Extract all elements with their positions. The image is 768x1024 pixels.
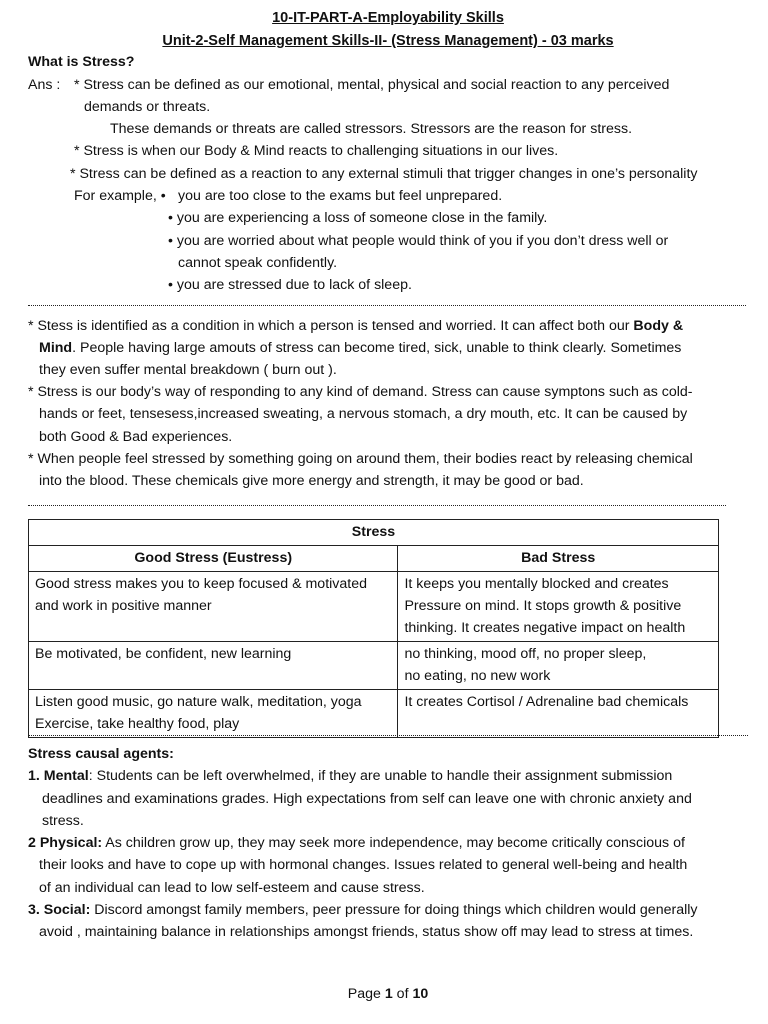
column-header-good: Good Stress (Eustress) [29, 546, 398, 572]
paragraph-1b: Mind. People having large amouts of stress can become tired, sick, unable to think clearly. Sometimes [39, 340, 682, 356]
stress-table [28, 519, 719, 738]
table-title: Stress [29, 520, 719, 546]
paragraph-3a: * When people feel stressed by something going on around them, their bodies react by releasing chemical [28, 451, 693, 467]
page-footer: Page 1 of 10 [347, 986, 429, 1002]
social-cause-a: 3. Social: Discord amongst family members, peer pressure for doing things which children would generally [28, 902, 698, 918]
paragraph-1a: * Stess is identified as a condition in which a person is tensed and worried. It can affect both our Body & [28, 318, 684, 334]
cell-good: Listen good music, go nature walk, meditation, yoga Exercise, take healthy food, play [29, 690, 398, 738]
example-item: • you are stressed due to lack of sleep. [168, 277, 412, 293]
doc-title: 10-IT-PART-A-Employability Skills [272, 10, 504, 26]
example-item: • you are worried about what people would think of you if you don’t dress well or [168, 233, 669, 249]
cell-good: Good stress makes you to keep focused & motivated and work in positive manner [29, 572, 398, 642]
document-page [28, 0, 748, 1024]
example-label: For example, • [74, 188, 166, 204]
doc-subtitle: Unit-2-Self Management Skills-II- (Stress Management) - 03 marks [162, 33, 614, 49]
definition-3: * Stress can be defined as a reaction to any external stimuli that trigger changes in one’s personality [70, 166, 698, 182]
paragraph-2b: hands or feet, tensesess,increased sweating, a nervous stomach, a dry mouth, etc. It can be caused by [39, 406, 688, 422]
mental-cause-b: deadlines and examinations grades. High expectations from self can leave one with chronic anxiety and [42, 791, 692, 807]
dotted-divider [28, 735, 748, 736]
paragraph-3b: into the blood. These chemicals give more energy and strength, it may be good or bad. [39, 473, 584, 489]
definition-2: * Stress is when our Body & Mind reacts to challenging situations in our lives. [74, 143, 559, 159]
paragraph-1c: they even suffer mental breakdown ( burn out ). [39, 362, 337, 378]
dotted-divider [28, 305, 746, 306]
physical-cause-b: their looks and have to cope up with hormonal changes. Issues related to general well-being and health [39, 857, 688, 873]
column-header-bad: Bad Stress [398, 546, 719, 572]
mental-cause-a: 1. Mental: Students can be left overwhelmed, if they are unable to handle their assignment submission [28, 768, 673, 784]
table-row [29, 690, 719, 738]
example-item: you are too close to the exams but feel unprepared. [178, 188, 503, 204]
cell-good: Be motivated, be confident, new learning [29, 642, 398, 690]
table-row [29, 572, 719, 642]
mental-cause-c: stress. [42, 813, 84, 829]
paragraph-2c: both Good & Bad experiences. [39, 429, 233, 445]
physical-cause-c: of an individual can lead to low self-esteem and cause stress. [39, 880, 425, 896]
definition-1c: These demands or threats are called stressors. Stressors are the reason for stress. [110, 121, 633, 137]
question-heading: What is Stress? [28, 54, 135, 70]
causal-agents-heading: Stress causal agents: [28, 746, 174, 762]
cell-bad: no thinking, mood off, no proper sleep, no eating, no new work [398, 642, 719, 690]
definition-1a: * Stress can be defined as our emotional, mental, physical and social reaction to any perceived [74, 77, 670, 93]
table-row [29, 642, 719, 690]
paragraph-2a: * Stress is our body’s way of responding to any kind of demand. Stress can cause symptons such as cold- [28, 384, 693, 400]
example-item: cannot speak confidently. [178, 255, 338, 271]
example-item: • you are experiencing a loss of someone close in the family. [168, 210, 548, 226]
physical-cause-a: 2 Physical: As children grow up, they may seek more independence, may become critically conscious of [28, 835, 685, 851]
dotted-divider [28, 505, 726, 506]
cell-bad: It keeps you mentally blocked and creates Pressure on mind. It stops growth & positive thinking. It creates negative impact on health [398, 572, 719, 642]
social-cause-b: avoid , maintaining balance in relationships amongst friends, status show off may lead to stress at times. [39, 924, 694, 940]
cell-bad: It creates Cortisol / Adrenaline bad chemicals [398, 690, 719, 738]
definition-1b: demands or threats. [84, 99, 211, 115]
ans-label: Ans : [28, 77, 61, 93]
